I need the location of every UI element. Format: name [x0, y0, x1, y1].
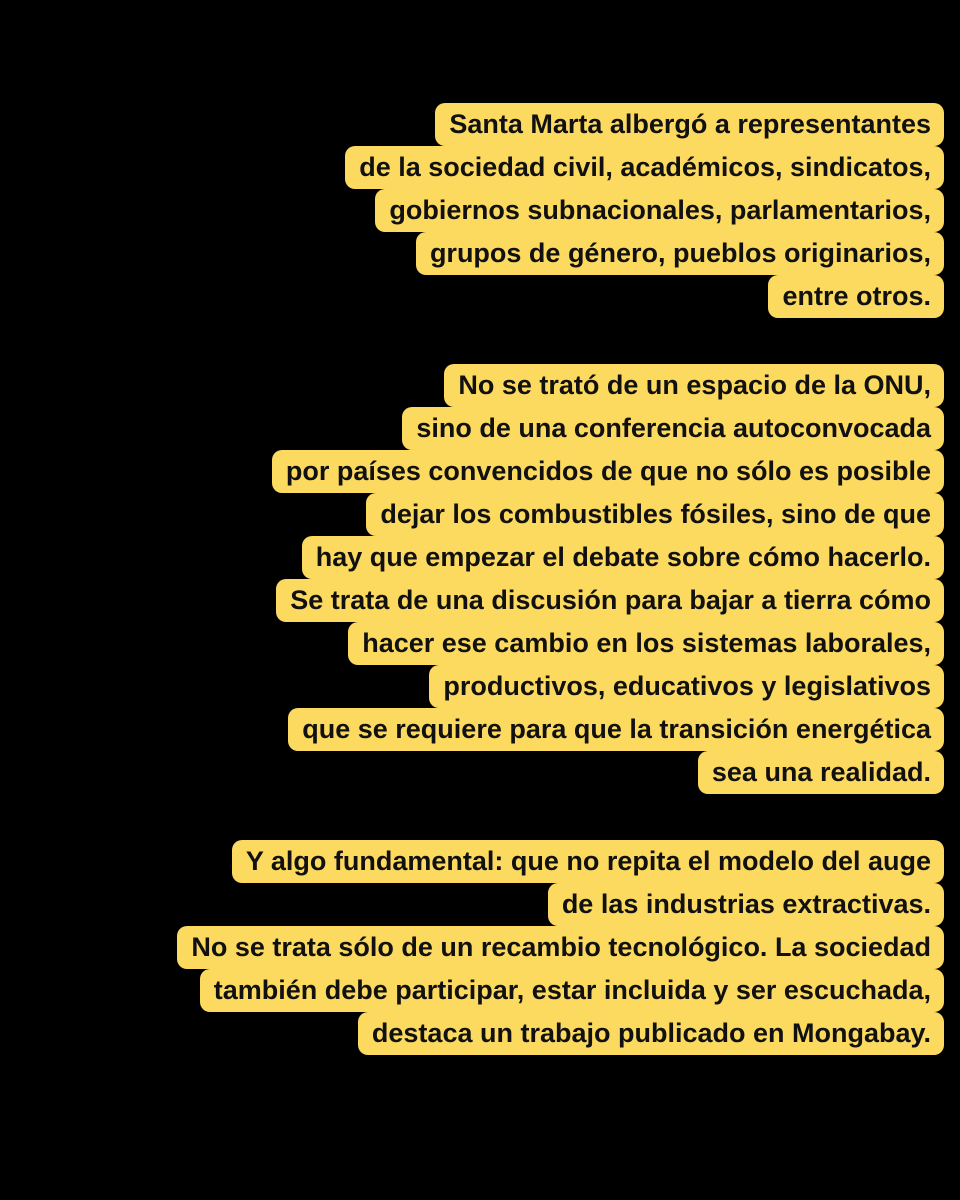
text-line: entre otros. — [768, 275, 944, 318]
text-line: sino de una conferencia autoconvocada — [402, 407, 944, 450]
text-line: Y algo fundamental: que no repita el modelo del auge — [232, 840, 944, 883]
text-line: sea una realidad. — [698, 751, 944, 794]
text-line: hay que empezar el debate sobre cómo hacerlo. — [302, 536, 944, 579]
text-line: gobiernos subnacionales, parlamentarios, — [375, 189, 944, 232]
text-line: de las industrias extractivas. — [548, 883, 944, 926]
text-line: destaca un trabajo publicado en Mongabay. — [358, 1012, 944, 1055]
text-line: hacer ese cambio en los sistemas laborales, — [348, 622, 944, 665]
text-line: Se trata de una discusión para bajar a tierra cómo — [276, 579, 944, 622]
text-line: Santa Marta albergó a representantes — [435, 103, 944, 146]
text-line: dejar los combustibles fósiles, sino de que — [366, 493, 944, 536]
text-line: también debe participar, estar incluida y ser escuchada, — [200, 969, 944, 1012]
text-line: No se trató de un espacio de la ONU, — [444, 364, 944, 407]
text-line: productivos, educativos y legislativos — [429, 665, 944, 708]
text-line: que se requiere para que la transición energética — [288, 708, 944, 751]
text-line: No se trata sólo de un recambio tecnológico. La sociedad — [177, 926, 944, 969]
text-line: por países convencidos de que no sólo es posible — [272, 450, 944, 493]
paragraph-1 — [64, 103, 944, 318]
quote-card — [64, 103, 944, 1055]
paragraph-3 — [64, 840, 944, 1055]
text-line: de la sociedad civil, académicos, sindicatos, — [345, 146, 944, 189]
text-line: grupos de género, pueblos originarios, — [416, 232, 944, 275]
paragraph-2 — [64, 364, 944, 794]
